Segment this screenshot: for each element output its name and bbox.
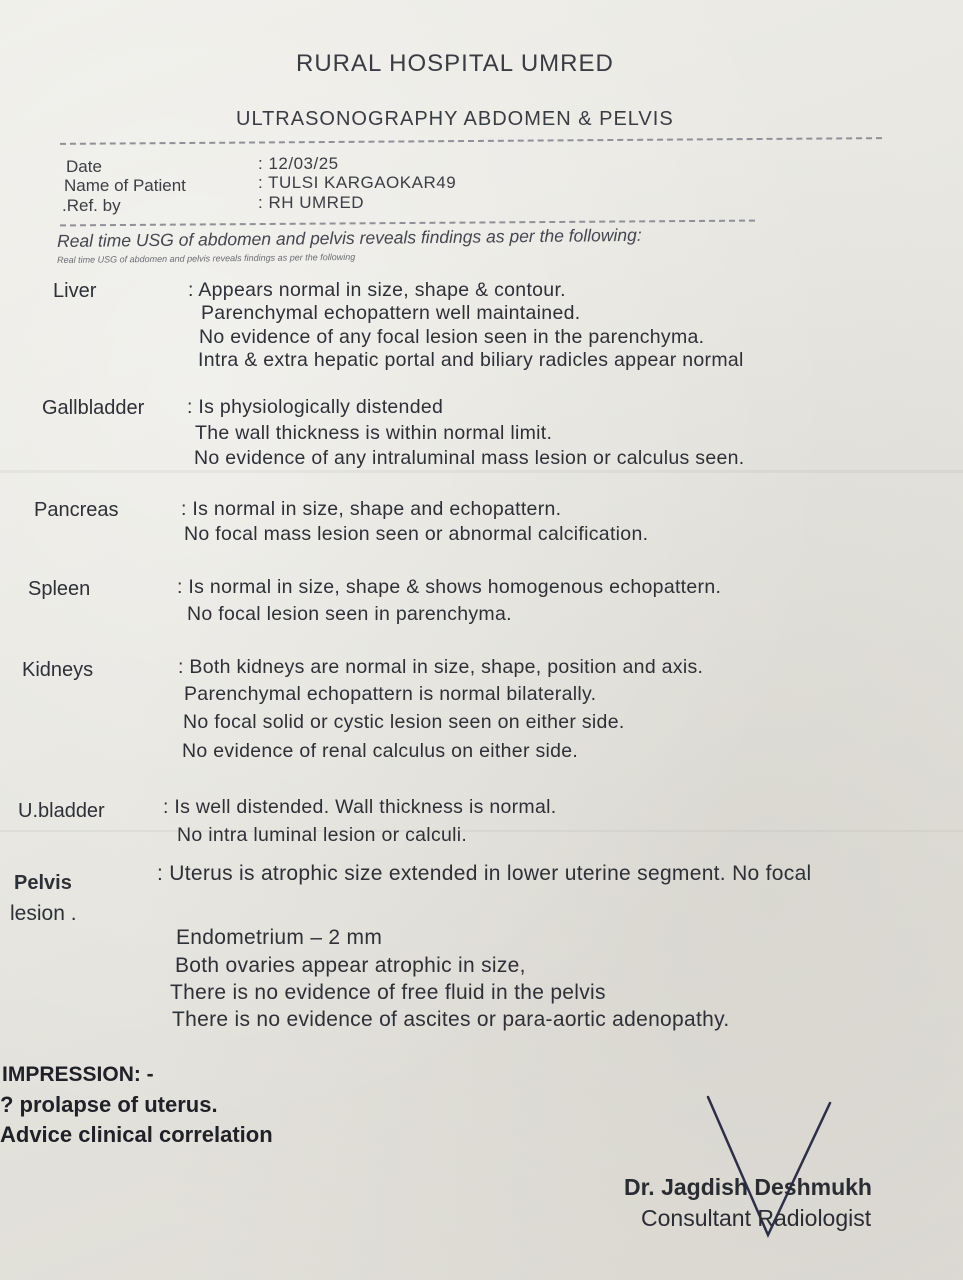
gallbladder-line: The wall thickness is within normal limit.: [195, 422, 553, 444]
intro-text-small: Real time USG of abdomen and pelvis reveals findings as per the following: [57, 251, 356, 265]
ref-label: .Ref. by: [62, 196, 121, 215]
pelvis-line: There is no evidence of ascites or para-aortic adenopathy.: [172, 1008, 730, 1031]
liver-line: : Appears normal in size, shape & contour.: [188, 279, 566, 301]
gallbladder-line: No evidence of any intraluminal mass lesion or calculus seen.: [194, 447, 745, 469]
pelvis-line: Both ovaries appear atrophic in size,: [175, 954, 526, 977]
divider: [60, 137, 882, 145]
doctor-title: Consultant Radiologist: [641, 1205, 872, 1231]
paper-fold: [0, 830, 963, 832]
liver-line: Intra & extra hepatic portal and biliary radicles appear normal: [198, 349, 744, 371]
gallbladder-label: Gallbladder: [42, 397, 145, 419]
kidneys-line: No evidence of renal calculus on either side.: [182, 740, 579, 762]
date-label: Date: [66, 157, 102, 176]
patient-value: : TULSI KARGAOKAR49: [258, 173, 457, 192]
kidneys-line: No focal solid or cystic lesion seen on either side.: [183, 711, 625, 733]
liver-label: Liver: [53, 280, 97, 302]
intro-text: Real time USG of abdomen and pelvis reveals findings as per the following:: [57, 224, 642, 251]
spleen-label: Spleen: [28, 578, 91, 600]
date-value: : 12/03/25: [258, 154, 339, 173]
kidneys-line: Parenchymal echopattern is normal bilaterally.: [184, 683, 597, 705]
paper-fold: [0, 470, 963, 473]
ubladder-label: U.bladder: [18, 800, 105, 822]
impression-heading: IMPRESSION: -: [2, 1063, 154, 1086]
kidneys-label: Kidneys: [22, 659, 94, 681]
impression-line: ? prolapse of uterus.: [0, 1092, 218, 1117]
pelvis-line: Endometrium – 2 mm: [176, 926, 383, 949]
liver-line: Parenchymal echopattern well maintained.: [201, 302, 581, 324]
kidneys-line: : Both kidneys are normal in size, shape, position and axis.: [178, 656, 704, 678]
ref-value: : RH UMRED: [258, 193, 365, 212]
pelvis-label: Pelvis: [14, 872, 72, 894]
report-title: ULTRASONOGRAPHY ABDOMEN & PELVIS: [236, 108, 674, 130]
ubladder-line: : Is well distended. Wall thickness is normal.: [163, 796, 557, 818]
patient-label: Name of Patient: [64, 176, 186, 195]
divider: [60, 220, 755, 227]
gallbladder-line: : Is physiologically distended: [187, 396, 444, 418]
pancreas-line: : Is normal in size, shape and echopattern.: [181, 498, 562, 520]
ubladder-line: No intra luminal lesion or calculi.: [177, 824, 468, 846]
pelvis-label-continuation: lesion .: [10, 902, 77, 925]
pelvis-line: : Uterus is atrophic size extended in lower uterine segment. No focal: [157, 862, 812, 885]
pancreas-label: Pancreas: [34, 499, 119, 521]
liver-line: No evidence of any focal lesion seen in the parenchyma.: [199, 326, 705, 348]
hospital-name: RURAL HOSPITAL UMRED: [296, 50, 614, 77]
doctor-name: Dr. Jagdish Deshmukh: [624, 1174, 872, 1200]
spleen-line: No focal lesion seen in parenchyma.: [187, 603, 512, 625]
impression-line: Advice clinical correlation: [0, 1122, 273, 1147]
spleen-line: : Is normal in size, shape & shows homogenous echopattern.: [177, 576, 722, 598]
pelvis-line: There is no evidence of free fluid in the pelvis: [170, 981, 606, 1004]
pancreas-line: No focal mass lesion seen or abnormal calcification.: [184, 523, 649, 545]
